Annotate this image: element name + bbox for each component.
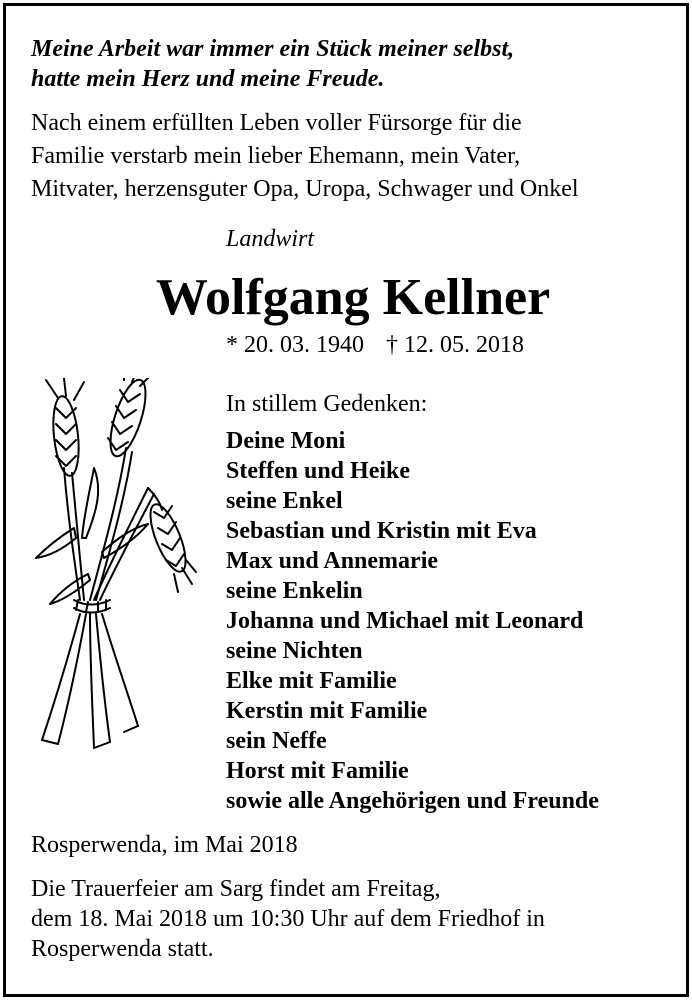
mourner-item: Steffen und Heike (226, 458, 411, 484)
funeral-line: Die Trauerfeier am Sarg findet am Freitag, (31, 876, 441, 902)
mourner-item: Max und Annemarie (226, 548, 439, 574)
mourner-item: seine Enkelin (226, 578, 363, 604)
funeral-line: Rosperwenda statt. (31, 936, 214, 962)
mourner-item: Deine Moni (226, 428, 346, 454)
motto-line: Meine Arbeit war immer ein Stück meiner selbst, (31, 36, 515, 62)
mourner-item: Elke mit Familie (226, 668, 397, 694)
place-date: Rosperwenda, im Mai 2018 (31, 832, 298, 858)
motto-line: hatte mein Herz und meine Freude. (31, 66, 385, 92)
motto (31, 34, 514, 94)
wheat-sheaf-icon (28, 378, 198, 758)
mourner-item: seine Nichten (226, 638, 363, 664)
memory-heading: In stillem Gedenken: (226, 391, 428, 417)
intro-line: Nach einem erfüllten Leben voller Fürsorge für die (31, 110, 522, 136)
death-date: † 12. 05. 2018 (386, 332, 524, 358)
birth-date: * 20. 03. 1940 (226, 332, 364, 358)
intro-line: Familie verstarb mein lieber Ehemann, mein Vater, (31, 143, 521, 169)
mourner-item: seine Enkel (226, 488, 343, 514)
profession: Landwirt (226, 226, 315, 252)
mourner-item: Sebastian und Kristin mit Eva (226, 518, 537, 544)
mourner-item: Johanna und Michael mit Leonard (226, 608, 584, 634)
funeral-line: dem 18. Mai 2018 um 10:30 Uhr auf dem Friedhof in (31, 906, 545, 932)
mourners-list (226, 426, 599, 816)
funeral-notice (31, 874, 545, 964)
intro-text (31, 107, 579, 206)
intro-line: Mitvater, herzensguter Opa, Uropa, Schwager und Onkel (31, 176, 579, 202)
mourner-item: Horst mit Familie (226, 758, 409, 784)
life-dates (226, 332, 524, 359)
deceased-name: Wolfgang Kellner (155, 269, 551, 326)
mourner-item: Kerstin mit Familie (226, 698, 428, 724)
mourner-item: sein Neffe (226, 728, 327, 754)
mourner-item: sowie alle Angehörigen und Freunde (226, 788, 599, 814)
